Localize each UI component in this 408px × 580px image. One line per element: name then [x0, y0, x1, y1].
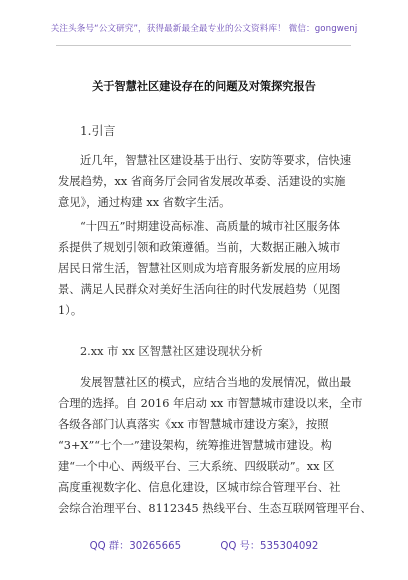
paragraph-line: 会综合治理平台、8112345 热线平台、生态互联网管理平台、 [58, 502, 372, 515]
section-1-paragraph-2 [58, 216, 358, 321]
document-title: 关于智慧社区建设存在的问题及对策探究报告 [92, 80, 316, 93]
paragraph-line: 发展趋势，xx 省商务厅会同省发展改革委、活建设的实施 [58, 175, 346, 188]
qq-number: QQ 号：535304092 [220, 541, 319, 552]
paragraph-line: 高度重视数字化、信息化建设，区城市综合管理平台、社 [58, 481, 341, 494]
paragraph-line: 1）。 [58, 304, 83, 317]
qq-group-number: QQ 群：30265665 [89, 541, 182, 552]
paragraph-line: 景、满足人民群众对美好生活向往的时代发展趋势（见图 [58, 283, 341, 296]
paragraph-line: 各级各部门认真落实《xx 市智慧城市建设方案》，按照 [58, 418, 329, 431]
paragraph-line: 居民日常生活，智慧社区则成为培育服务新发展的应用场 [58, 262, 341, 275]
paragraph-line: 合理的选择。自 2016 年启动 xx 市智慧城市建设以来，全市 [58, 397, 363, 410]
paragraph-line: 意见》，通过构建 xx 省数字生活。 [58, 196, 231, 209]
paragraph-line: 发展智慧社区的模式，应结合当地的发展情况，做出最 [80, 376, 352, 389]
section-1-paragraph-1 [58, 150, 358, 213]
section-1-heading: 1.引言 [80, 124, 116, 138]
section-2-heading: 2.xx 市 xx 区智慧社区建设现状分析 [80, 345, 263, 358]
header-divider [56, 45, 351, 46]
contact-footer [0, 537, 408, 552]
paragraph-line: 系提供了规划引领和政策遵循。当前，大数据正融入城市 [58, 241, 341, 254]
paragraph-line: 近几年，智慧社区建设基于出行、安防等要求，信快速 [80, 154, 352, 167]
section-2-paragraph-1 [58, 372, 372, 519]
promo-header: 关注头条号“公文研究”，获得最新最全最专业的公文资料库！ 微信：gongwenj [50, 24, 358, 34]
paragraph-line: “十四五”时期建设高标准、高质量的城市社区服务体 [80, 220, 341, 233]
paragraph-line: 建“一个中心、两级平台、三大系统、四级联动”。xx 区 [58, 460, 335, 473]
paragraph-line: “3+X”“七个一”建设架构，统筹推进智慧城市建设。构 [58, 439, 332, 452]
